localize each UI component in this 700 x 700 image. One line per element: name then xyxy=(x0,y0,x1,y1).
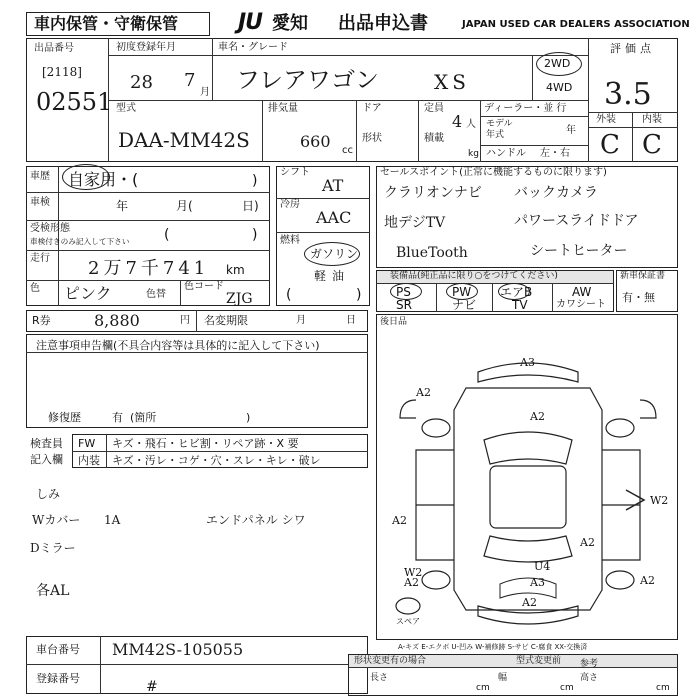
dealer-year-type: 年式 xyxy=(486,130,505,140)
registration-year: 28 xyxy=(130,72,153,93)
name-change-day: 日 xyxy=(346,315,356,326)
repair-close: ) xyxy=(246,411,251,424)
model-value: DAA-MM42S xyxy=(118,128,250,152)
displacement-value: 660 xyxy=(300,132,331,151)
selling-point-6: シートヒーター xyxy=(530,243,628,259)
registration-label: 初度登録年月 xyxy=(116,42,176,53)
ac-label: 冷房 xyxy=(280,199,300,210)
plate-label: 登録番号 xyxy=(36,672,80,685)
shift-value: AT xyxy=(322,176,344,195)
form-title: 出品申込書 xyxy=(338,13,428,34)
fuel-paren: ( xyxy=(286,287,292,303)
history-close: ) xyxy=(252,173,258,189)
dealer-year-unit: 年 xyxy=(566,125,576,136)
equip-navi: ナビ xyxy=(452,298,477,312)
load-unit: kg xyxy=(468,149,479,159)
handle-opts: 左・右 xyxy=(540,148,570,159)
damage-mark-3: A2 xyxy=(530,410,545,423)
ac-value: AAC xyxy=(316,208,352,227)
shape-length: 長さ xyxy=(370,673,389,683)
equip-pw-circle xyxy=(446,283,478,300)
inspection-month: 月( xyxy=(176,199,193,213)
history-label: 車歴 xyxy=(30,171,50,182)
registration-month-unit: 月 xyxy=(200,87,210,98)
damage-mark-11: A2 xyxy=(522,596,537,609)
color-value: ピンク xyxy=(64,284,112,303)
receive-sub: 車検付きのみ記入して下さい xyxy=(30,237,130,247)
note-stain: しみ xyxy=(36,487,61,501)
ju-logo: JU xyxy=(238,10,263,35)
equip-airbag: エアB xyxy=(500,285,533,299)
rating-exterior: C xyxy=(600,130,620,160)
receive-paren: ( xyxy=(164,227,170,243)
rating-exterior-label: 外装 xyxy=(596,114,616,125)
drive-2wd: 2WD xyxy=(544,57,571,70)
history-circle xyxy=(62,164,110,190)
notes-label: 注意事項申告欄(不具合内容等は具体的に記入して下さい) xyxy=(36,339,320,352)
selling-point-5: BlueTooth xyxy=(396,245,468,261)
capacity-unit: 人 xyxy=(466,119,476,130)
note-door-mirror: Dミラー xyxy=(30,541,76,555)
lot-bracket: [2118] xyxy=(42,65,82,79)
inspector-row-1: キズ・飛石・ヒビ割・リペア跡・X 要 xyxy=(112,437,299,450)
selling-point-4: パワースライドドア xyxy=(514,213,639,229)
shape-change-ref: 参考 xyxy=(580,659,599,669)
damage-mark-12: A2 xyxy=(580,536,595,549)
fuel-paren-close: ) xyxy=(356,287,362,303)
inspector-fw: FW xyxy=(78,437,96,450)
inspection-year: 年 xyxy=(116,199,129,213)
selling-point-2: バックカメラ xyxy=(514,185,598,201)
receive-label: 受検形態 xyxy=(30,223,70,234)
note-end-panel: エンドパネル シワ xyxy=(206,513,306,527)
note-all-al: 各AL xyxy=(36,583,70,599)
capacity-label: 定員 xyxy=(424,103,444,114)
damage-mark-8: A2 xyxy=(640,574,655,587)
shape-width: 幅 xyxy=(498,673,508,683)
equip-tv: TV xyxy=(512,298,528,312)
damage-mark-2: A2 xyxy=(416,386,431,399)
equipment-label: 装備品(純正品に限り○をつけてください) xyxy=(390,271,558,281)
car-history-block xyxy=(26,166,270,306)
selling-points-label: セールスポイント(正常に機能するものに限ります) xyxy=(380,167,607,178)
equip-ps-circle xyxy=(390,283,422,300)
chassis-label: 車台番号 xyxy=(36,643,80,656)
name-change-label: 名変期限 xyxy=(204,314,248,327)
inspector-row-2: キズ・汚レ・コゲ・穴・スレ・キレ・破レ xyxy=(112,454,321,467)
lot-label: 出品番号 xyxy=(34,43,74,54)
receive-paren-close: ) xyxy=(252,227,258,243)
fuel-diesel: 軽油 xyxy=(314,269,351,283)
fuel-gas: ガソリン xyxy=(310,247,359,261)
dealer-label: ディーラー・並 行 xyxy=(484,103,567,114)
note-1a: 1A xyxy=(104,513,121,527)
chassis-value: MM42S-105055 xyxy=(112,640,244,659)
shape-width-unit: cm xyxy=(560,683,574,693)
damage-mark-7: A2 xyxy=(404,576,419,589)
damage-legend: A-キズ E-エクボ U-凹み W-補修跡 S-サビ C-腐食 XX-交換済 xyxy=(398,643,588,651)
doors-label: ドア xyxy=(362,103,382,114)
car-grade-value: XS xyxy=(434,70,470,94)
equip-airbag-circle xyxy=(498,283,533,300)
car-diagram xyxy=(380,340,676,640)
inspector-label-1: 検査員 xyxy=(30,437,63,450)
warranty-label: 新車保証書 xyxy=(620,271,666,281)
color-label: 色 xyxy=(30,283,40,294)
note-w-cover: Wカバー xyxy=(32,513,81,527)
selling-point-3: 地デジTV xyxy=(384,215,446,231)
damage-mark-1: A3 xyxy=(520,356,535,369)
shape-change-before: 型式変更前 xyxy=(516,656,562,666)
rating-interior-label: 内装 xyxy=(642,114,662,125)
shift-label: シフト xyxy=(280,167,310,178)
plate-mark: # xyxy=(146,679,158,695)
repair-part: (箇所 xyxy=(130,411,157,424)
color-code-value: ZJG xyxy=(226,291,253,307)
lot-number: 02551 xyxy=(36,88,113,116)
rating-score: 3.5 xyxy=(604,77,652,112)
repair-value: 有 xyxy=(112,411,123,424)
color-change-label: 色替 xyxy=(146,289,166,300)
drive-4wd: 4WD xyxy=(546,81,573,94)
drive-2wd-circle xyxy=(536,52,582,76)
damage-mark-5: A2 xyxy=(392,514,407,527)
displacement-label: 排気量 xyxy=(268,103,298,114)
fuel-label: 燃料 xyxy=(280,235,300,246)
recycle-value: 8,880 xyxy=(94,311,140,330)
fuel-gas-circle xyxy=(304,242,360,266)
damage-mark-4: W2 xyxy=(650,494,669,507)
history-value: 自家用・( xyxy=(68,170,139,189)
inspector-label-2: 記入欄 xyxy=(30,453,63,466)
damage-mark-9: U4 xyxy=(534,560,551,573)
dealer-model: モデル xyxy=(486,119,513,129)
equip-sr: SR xyxy=(396,298,412,312)
equip-pw: PW xyxy=(452,285,472,299)
shape-length-unit: cm xyxy=(476,683,490,693)
remarks-label: 後日品 xyxy=(380,317,408,327)
shape-change-label: 形状変更有の場合 xyxy=(354,656,427,666)
mileage-unit: km xyxy=(226,263,245,277)
car-name-label: 車名・グレード xyxy=(218,42,288,53)
recycle-block xyxy=(26,310,368,332)
recycle-label: R券 xyxy=(32,314,51,327)
spare-label: スペア xyxy=(396,617,420,626)
repair-label: 修復歴 xyxy=(48,411,81,424)
handle-label: ハンドル xyxy=(486,148,526,159)
rating-label: 評価点 xyxy=(610,42,655,55)
color-code-label: 色コード xyxy=(184,281,224,292)
warranty-opts: 有・無 xyxy=(622,291,655,304)
inspector-interior: 内装 xyxy=(78,454,100,467)
equip-aw: AW xyxy=(572,285,592,299)
org-name: 愛知 xyxy=(272,13,308,34)
damage-mark-10: A3 xyxy=(530,576,545,589)
car-name-value: フレアワゴン xyxy=(236,66,380,94)
inspection-day: 日) xyxy=(242,199,259,213)
mileage-value: 2万7千741 xyxy=(88,258,210,279)
model-label: 型式 xyxy=(116,103,136,114)
name-change-month: 月 xyxy=(296,315,306,326)
form-subtitle: JAPAN USED CAR DEALERS ASSOCIATION xyxy=(462,19,690,30)
storage-label: 車内保管・守衛保管 xyxy=(34,14,179,33)
registration-month: 7 xyxy=(184,70,196,91)
rating-interior: C xyxy=(642,130,662,160)
shape-height: 高さ xyxy=(580,673,599,683)
mileage-label: 走行 xyxy=(30,253,50,264)
load-label: 積載 xyxy=(424,133,444,144)
equip-leather-seat: カワシート xyxy=(556,299,606,310)
selling-point-1: クラリオンナビ xyxy=(384,185,482,201)
shape-height-unit: cm xyxy=(656,683,670,693)
equip-ps: PS xyxy=(396,285,411,299)
inspection-label: 車検 xyxy=(30,197,50,208)
damage-mark-6: W2 xyxy=(404,566,423,579)
recycle-unit: 円 xyxy=(180,315,190,326)
shape-label: 形状 xyxy=(362,133,382,144)
capacity-value: 4 xyxy=(452,112,463,131)
displacement-unit: cc xyxy=(342,145,353,156)
